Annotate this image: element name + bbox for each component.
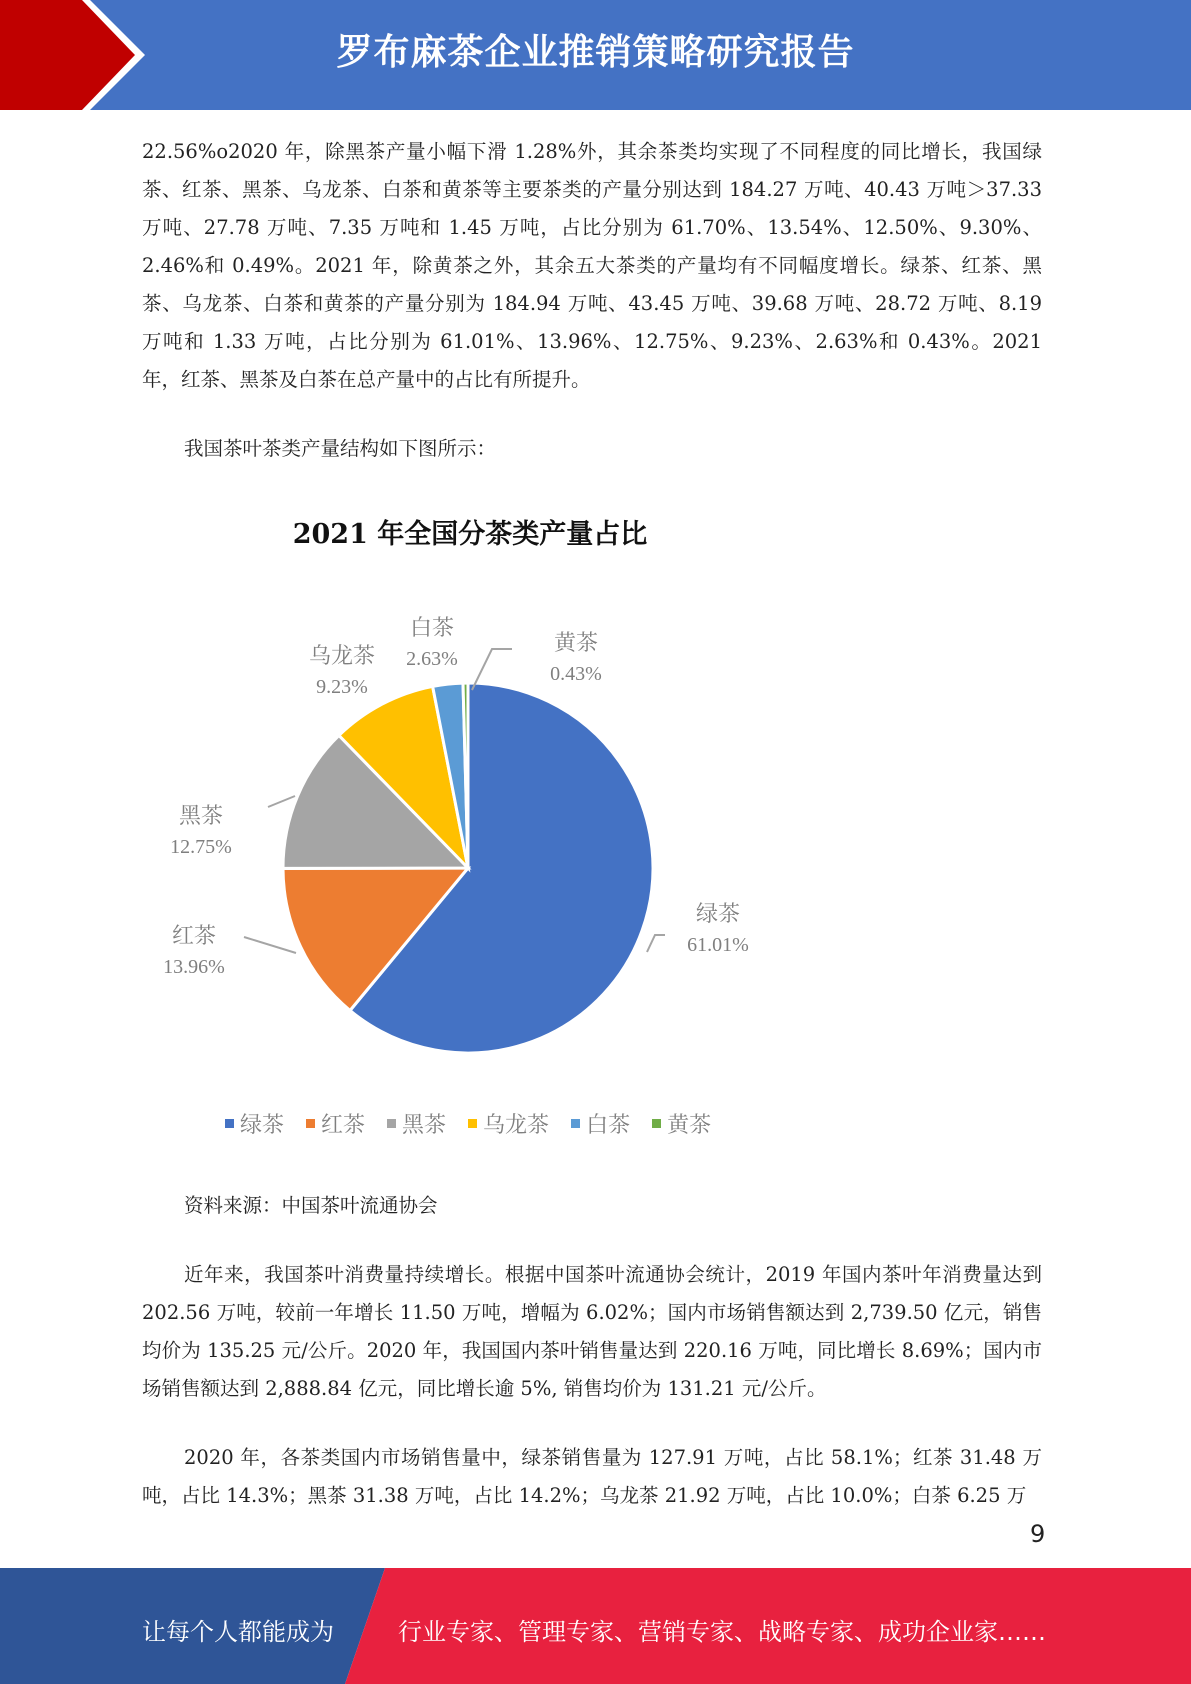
- page-header: [0, 0, 1191, 110]
- legend-item-oolong-tea: [468, 1108, 549, 1139]
- pie-chart: [120, 585, 780, 1065]
- footer-slogan-right: 行业专家、管理专家、营销专家、战略专家、成功企业家……: [398, 1618, 1046, 1646]
- page-number: 9: [1030, 1520, 1046, 1548]
- leader-line-dark-tea: [268, 796, 295, 807]
- legend-swatch-oolong-tea: [468, 1119, 477, 1128]
- value-label-oolong-tea: 9.23%: [316, 676, 368, 698]
- category-label-oolong-tea: 乌龙茶: [308, 644, 376, 669]
- leader-line-black-red-tea: [244, 937, 296, 953]
- category-label-yellow-tea: 黄茶: [553, 631, 599, 656]
- value-label-green-tea: 61.01%: [687, 934, 749, 956]
- category-label-dark-tea: 黑茶: [178, 804, 224, 829]
- legend-item-black-red-tea: [306, 1108, 365, 1139]
- legend-swatch-green-tea: [225, 1119, 234, 1128]
- legend-label-green-tea: 绿茶: [240, 1113, 285, 1138]
- header-title: 罗布麻茶企业推销策略研究报告: [336, 32, 855, 73]
- legend-item-dark-tea: [387, 1108, 446, 1139]
- footer-slogan-left: 让每个人都能成为: [142, 1618, 334, 1646]
- paragraph-sales-by-type: 2020 年，各茶类国内市场销售量中，绿茶销售量为 127.91 万吨，占比 58.1%；红茶 31.48 万吨，占比 14.3%；黑茶 31.38 万吨，占比 14.2%；乌龙茶 21.92 万吨，占比 10.0%；白茶 6.25 万: [142, 1446, 1042, 1507]
- legend-item-green-tea: [225, 1108, 284, 1139]
- paragraph-chart-intro: 我国茶叶茶类产量结构如下图所示：: [184, 437, 497, 460]
- legend-swatch-dark-tea: [387, 1119, 396, 1128]
- leader-line-green-tea: [647, 935, 665, 952]
- legend-label-white-tea: 白茶: [586, 1113, 631, 1138]
- legend-label-oolong-tea: 乌龙茶: [483, 1113, 550, 1138]
- category-label-white-tea: 白茶: [409, 616, 455, 641]
- legend-swatch-yellow-tea: [652, 1119, 661, 1128]
- value-label-dark-tea: 12.75%: [170, 836, 232, 858]
- value-label-yellow-tea: 0.43%: [550, 663, 602, 685]
- legend-label-black-red-tea: 红茶: [321, 1113, 366, 1138]
- legend-item-yellow-tea: [652, 1108, 711, 1139]
- legend-label-yellow-tea: 黄茶: [667, 1113, 712, 1138]
- chart-title: 2021 年全国分茶类产量占比: [292, 519, 648, 550]
- paragraph-production-stats: 22.56%o2020 年，除黑茶产量小幅下滑 1.28%外，其余茶类均实现了不同程度的同比增长，我国绿茶、红茶、黑茶、乌龙茶、白茶和黄茶等主要茶类的产量分别达到 184.27 万吨、40.43 万吨＞37.33 万吨、27.78 万吨、7.35 万吨和 1.45 万吨，占比分别为 61.70%、13.54%、12.50%、9.30%、2.46%和 0.49%。2021 年，除黄茶之外，其余五大茶类的产量均有不同幅度增长。绿茶、红茶、黑茶、乌龙茶、白茶和黄茶的产量分别为 184.94 万吨、43.45 万吨、39.68 万吨、28.72 万吨、8.19 万吨和 1.33 万吨，占比分别为 61.01%、13.96%、12.75%、9.23%、2.63%和 0.43%。2021 年，红茶、黑茶及白茶在总产量中的占比有所提升。: [142, 140, 1042, 391]
- chart-source: 资料来源：中国茶叶流通协会: [184, 1194, 438, 1217]
- value-label-white-tea: 2.63%: [406, 648, 458, 670]
- paragraph-consumption: 近年来，我国茶叶消费量持续增长。根据中国茶叶流通协会统计，2019 年国内茶叶年消费量达到 202.56 万吨，较前一年增长 11.50 万吨，增幅为 6.02%；国内市场销售额达到 2,739.50 亿元，销售均价为 135.25 元/公斤。2020 年，我国国内茶叶销售量达到 220.16 万吨，同比增长 8.69%；国内市场销售额达到 2,888.84 亿元，同比增长逾 5%, 销售均价为 131.21 元/公斤。: [142, 1263, 1042, 1400]
- chart-legend: [225, 1108, 745, 1139]
- category-label-green-tea: 绿茶: [695, 902, 741, 927]
- legend-swatch-black-red-tea: [306, 1119, 315, 1128]
- value-label-black-red-tea: 13.96%: [163, 956, 225, 978]
- legend-item-white-tea: [571, 1108, 630, 1139]
- legend-swatch-white-tea: [571, 1119, 580, 1128]
- category-label-black-red-tea: 红茶: [171, 924, 217, 949]
- legend-label-dark-tea: 黑茶: [402, 1113, 447, 1138]
